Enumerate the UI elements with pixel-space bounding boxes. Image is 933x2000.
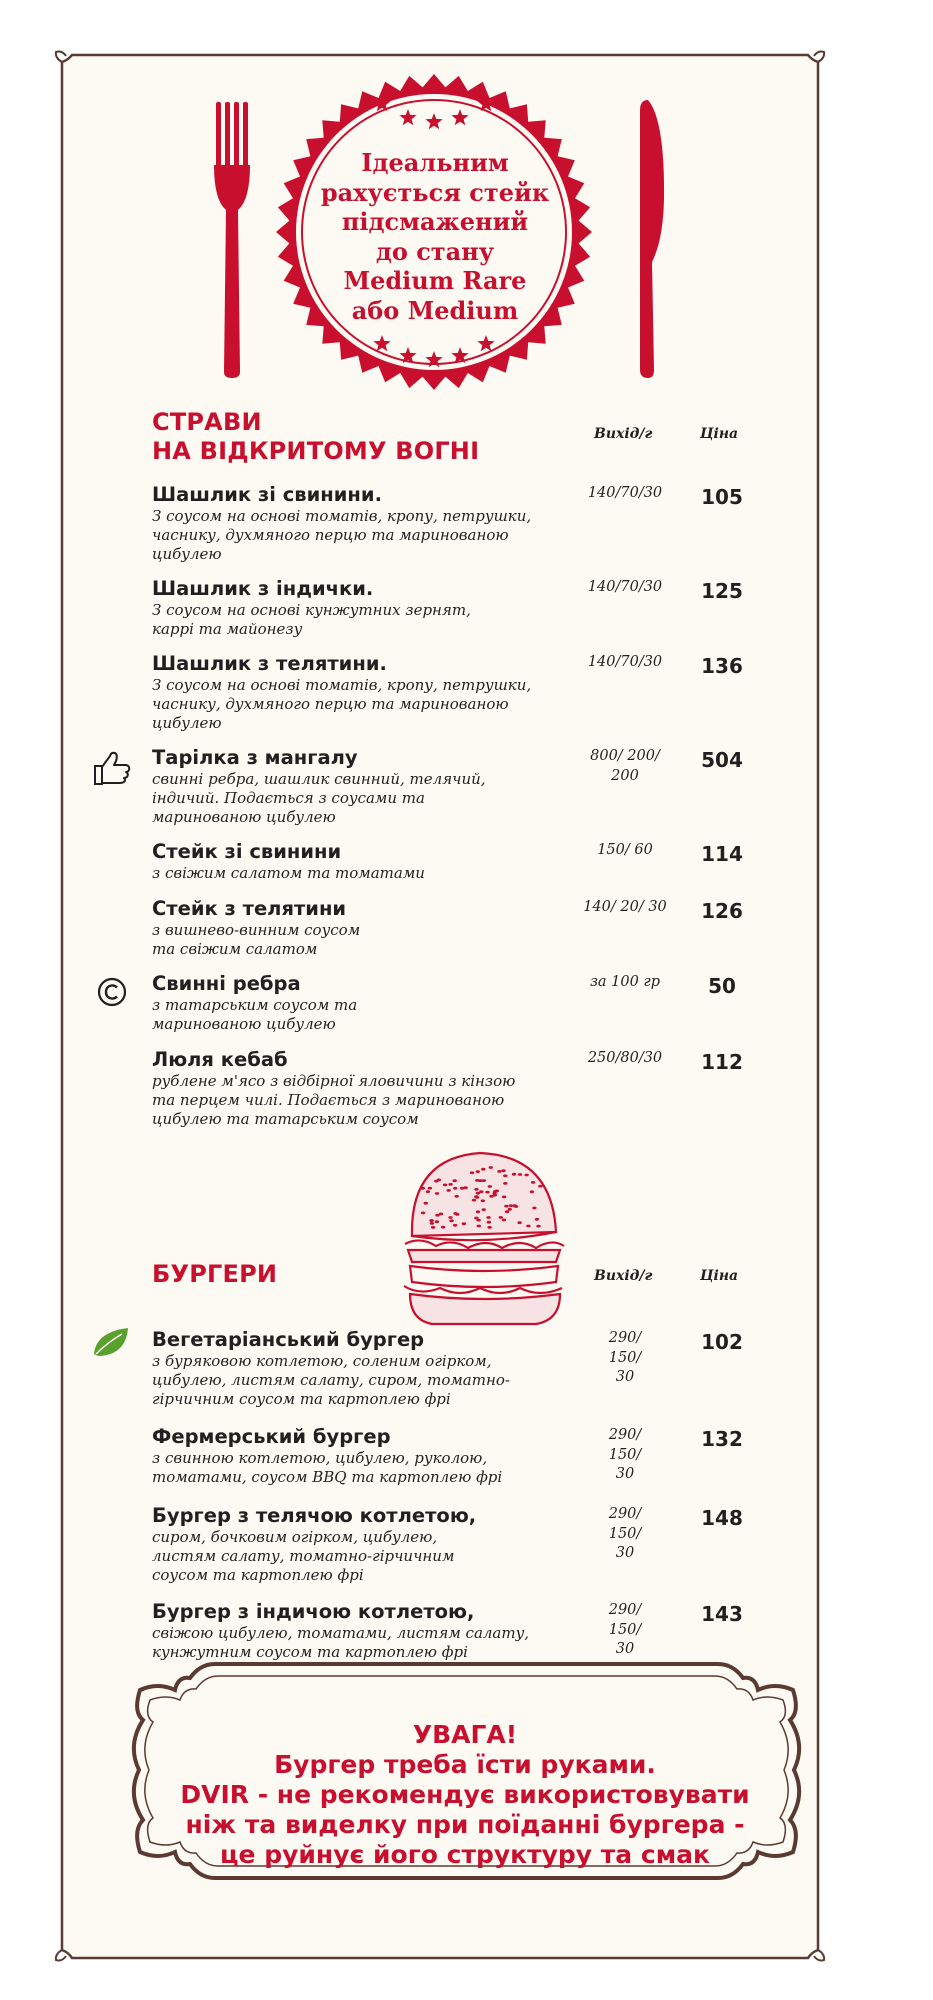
badge-line: Ідеальним: [361, 148, 509, 177]
item-price: 504: [701, 748, 743, 772]
item-name: Стейк з телятини: [152, 897, 347, 920]
item-price: 125: [701, 579, 743, 603]
item-description: з буряковою котлетою, соленим огірком, цибулею, листям салату, сиром, томатно- гірчичним соусом та картоплею фрі: [152, 1352, 510, 1408]
item-name: Шашлик зі свинини.: [152, 483, 382, 506]
item-name: Вегетаріанський бургер: [152, 1328, 425, 1351]
item-price: 105: [701, 485, 743, 509]
item-price: 102: [701, 1330, 743, 1354]
item-name: Стейк зі свинини: [152, 840, 342, 863]
copyright-icon: [96, 976, 128, 1008]
item-price: 132: [701, 1427, 743, 1451]
item-weight: за 100 гр: [589, 974, 661, 990]
menu-item: [152, 1504, 562, 1585]
item-description: з вишнево-винним соусом та свіжим салатом: [152, 921, 361, 958]
item-description: з свіжим салатом та томатами: [152, 864, 425, 882]
notice-line: Бургер треба їсти руками.: [274, 1750, 656, 1779]
badge-line: або Medium: [351, 295, 519, 325]
item-name: Шашлик з індички.: [152, 577, 374, 600]
grill-title-line2: НА ВІДКРИТОМУ ВОГНІ: [152, 437, 480, 465]
menu-item: [152, 840, 562, 883]
menu-item: [152, 897, 562, 959]
item-price: 136: [701, 654, 743, 678]
item-weight: 150/ 60: [597, 842, 653, 858]
item-weight: 140/70/30: [587, 579, 663, 595]
menu-item: [152, 577, 562, 639]
item-description: З соусом на основі томатів, кропу, петрушки, часнику, духмяного перцю та маринованою цибулею: [152, 676, 532, 732]
item-weight: 140/70/30: [587, 485, 663, 501]
grill-title-line1: СТРАВИ: [152, 408, 262, 436]
item-price: 143: [701, 1602, 743, 1626]
item-weight: 140/70/30: [587, 654, 663, 670]
notice-line: це руйнує його структуру та смак: [220, 1840, 710, 1869]
item-name: Шашлик з телятини.: [152, 652, 387, 675]
notice-line: ніж та виделку при поїданні бургера -: [185, 1810, 745, 1839]
menu-item: [152, 972, 562, 1034]
item-name: Бургер з телячою котлетою,: [152, 1504, 477, 1527]
menu-item: [152, 652, 562, 733]
item-price: 50: [708, 974, 736, 998]
notice-line: DVIR - не рекомендує використовувати: [180, 1780, 750, 1809]
badge-line: рахується стейк: [320, 177, 550, 207]
item-name: Свинні ребра: [152, 972, 301, 995]
item-weight: 140/ 20/ 30: [583, 899, 667, 915]
grill-weight-header: Вихід/г: [594, 426, 653, 442]
item-description: З соусом на основі томатів, кропу, петрушки, часнику, духмяного перцю та маринованою цибулею: [152, 507, 532, 563]
item-description: З соусом на основі кунжутних зернят, каррі та майонезу: [152, 601, 471, 638]
item-weight: 290/ 150/ 30: [608, 1506, 642, 1561]
item-name: Бургер з індичою котлетою,: [152, 1600, 475, 1623]
item-weight: 290/ 150/ 30: [608, 1330, 642, 1385]
badge-line: підсмажений: [341, 207, 529, 236]
item-weight: 290/ 150/ 30: [608, 1602, 642, 1657]
item-name: Люля кебаб: [152, 1048, 288, 1071]
notice-line: УВАГА!: [412, 1720, 518, 1749]
menu-item: [152, 1425, 562, 1487]
grill-section-title: [152, 408, 479, 466]
grill-price-header: Ціна: [700, 426, 739, 442]
item-price: 114: [701, 842, 743, 866]
item-name: Тарілка з мангалу: [152, 746, 358, 769]
thumbs-up-icon: [92, 750, 132, 786]
item-weight: 800/ 200/ 200: [590, 748, 660, 784]
leaf-icon: [92, 1324, 132, 1360]
menu-item: [152, 1048, 562, 1129]
item-weight: 290/ 150/ 30: [608, 1427, 642, 1482]
item-description: свинні ребра, шашлик свинний, телячий, індичий. Подається з соусами та маринованою цибулею: [152, 770, 486, 826]
burgers-weight-header: Вихід/г: [594, 1268, 653, 1284]
item-description: свіжою цибулею, томатами, листям салату, кунжутним соусом та картоплею фрі: [152, 1624, 530, 1661]
item-price: 126: [701, 899, 743, 923]
item-description: сиром, бочковим огірком, цибулею, листям салату, томатно-гірчичним соусом та картоплею фрі: [152, 1528, 455, 1584]
burgers-section-title: БУРГЕРИ: [152, 1260, 278, 1288]
menu-item: [152, 483, 562, 564]
item-name: Фермерський бургер: [152, 1425, 391, 1448]
item-price: 148: [701, 1506, 743, 1530]
badge-line: Medium Rare: [343, 266, 527, 295]
item-description: з татарським соусом та маринованою цибулею: [152, 996, 358, 1033]
item-weight: 250/80/30: [587, 1050, 663, 1066]
item-description: з свинною котлетою, цибулею, руколою, томатами, соусом BBQ та картоплею фрі: [152, 1449, 503, 1486]
menu-item: [152, 1328, 562, 1409]
badge-text: [290, 148, 580, 325]
badge-line: до стану: [375, 236, 495, 266]
item-price: 112: [701, 1050, 743, 1074]
burgers-price-header: Ціна: [700, 1268, 739, 1284]
menu-item: [152, 1600, 562, 1662]
notice-text: [150, 1720, 780, 1870]
menu-item: [152, 746, 562, 827]
item-description: рублене м'ясо з відбірної яловичини з кінзою та перцем чилі. Подається з маринованою цибулею та татарським соусом: [152, 1072, 516, 1128]
